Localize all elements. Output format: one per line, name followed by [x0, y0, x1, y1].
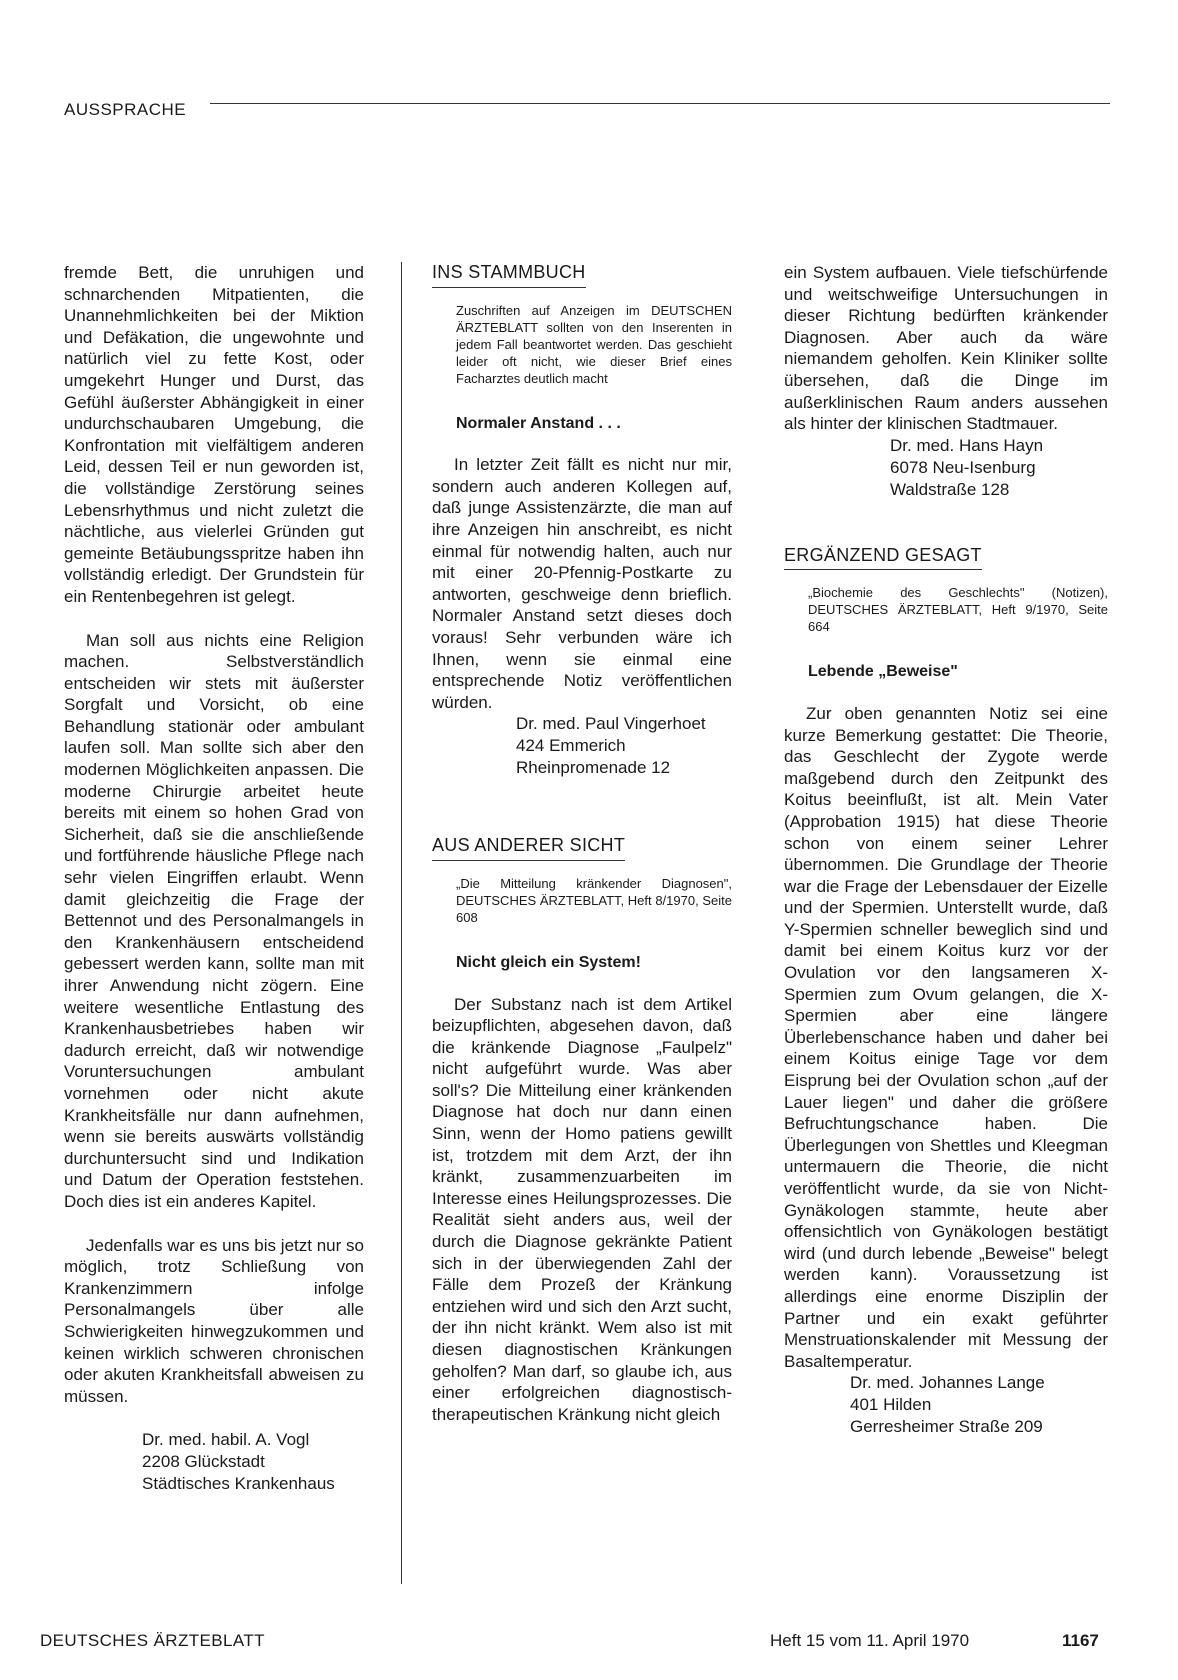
signature-hayn	[784, 435, 1108, 501]
letter-subhead: Lebende „Beweise"	[808, 663, 958, 681]
signature-lange	[784, 1372, 1108, 1438]
paragraph: Zur oben genannten Notiz sei eine kurze Bemerkung gestattet: Die Theorie, das Geschlecht der Zygote werde maßgebend durch den Zeitpunkt des Koitus beeinflußt, ist alt. Mein Vater (Approbation 1915) hat diese Theorie schon von einem seiner Lehrer übernommen. Die Grundlage der Theorie war die Frage der Lebensdauer der Eizelle und der Spermien. Unterstellt wurde, daß Y-Spermien schneller beweglich sind und damit bei einem Koitus kurz vor der Ovulation vor den langsameren X-Spermien zum Ovum gelangen, die X-Spermien aber eine längere Überlebenschance haben und daher bei einem Koitus einige Tage vor dem Eisprung bei der Ovulation schon „auf der Lauer liegen" und daher die größere Befruchtungschance haben. Die Überlegungen von Shettles und Kleegman untermauern die Theorie, die nicht veröffentlicht wurde, da sie von Nicht-Gynäkologen stammte, heute aber offensichtlich von Gynäkologen bestätigt wird (und durch lebende „Beweise" belegt werden kann). Voraussetzung ist allerdings eine enorme Disziplin der Partner und ein exakt geführter Menstruationskalender mit Messung der Basaltemperatur.	[784, 703, 1108, 1371]
paragraph: ein System aufbauen. Viele tiefschürfende und weitschweifige Untersuchungen in dieser Richtung bedürften kränkender Diagnosen. Aber auch da wäre niemandem geholfen. Kein Kliniker sollte übersehen, daß die Dinge im außerklinischen Raum anders aussehen als hinter der klinischen Stadtmauer.	[784, 263, 1108, 434]
signature-line: Dr. med. habil. A. Vogl	[142, 1430, 310, 1450]
signature-line: 424 Emmerich	[516, 736, 626, 756]
signature-line: Städtisches Krankenhaus	[142, 1474, 335, 1494]
signature-line: Dr. med. Johannes Lange	[850, 1373, 1045, 1393]
header-rule	[210, 103, 1110, 104]
running-head: AUSSPRACHE	[64, 100, 187, 119]
page-number: 1167	[1062, 1631, 1099, 1650]
column-1	[64, 262, 364, 1495]
paragraph: Der Substanz nach ist dem Artikel beizupflichten, abgesehen davon, daß die kränkende Diagnose „Faulpelz" nicht aufgeführt wurde. Was aber soll's? Die Mitteilung einer kränkenden Diagnose hat doch nur dann einen Sinn, wenn der Homo patiens gewillt ist, trotzdem mit dem Arzt, der ihn kränkt, zusammenzuarbeiten im Interesse eines Heilungsprozesses. Die Realität sieht anders aus, weil der durch die Diagnose gekränkte Patient sich in der überwiegenden Zahl der Fälle dem Prozeß der Kränkung entziehen wird und sich den Arzt sucht, der ihn nicht kränkt. Wem also ist mit diesen diagnostischen Kränkungen geholfen? Man darf, so glaube ich, aus einer erfolgreichen diagnostisch-therapeutischen Kränkung nicht gleich	[432, 994, 732, 1424]
paragraph: Jedenfalls war es uns bis jetzt nur so möglich, trotz Schließung von Krankenzimmern infolge Personalmangels über alle Schwierigkeiten hinwegzukommen und keinen wirklich schweren chronischen oder akuten Krankheitsfall abweisen zu müssen.	[64, 1235, 364, 1406]
section-intro: „Die Mitteilung kränkender Diagnosen", DEUTSCHES ÄRZTEBLATT, Heft 8/1970, Seite 608	[456, 875, 732, 925]
column-2	[432, 262, 732, 1425]
column-3	[784, 262, 1108, 1438]
signature-line: 6078 Neu-Isenburg	[890, 457, 1036, 477]
signature-line: 401 Hilden	[850, 1395, 932, 1415]
signature-vingerhoet	[432, 713, 732, 779]
paragraph: Man soll aus nichts eine Religion machen. Selbstverständlich entscheiden wir stets mit äußerster Sorgfalt und Vorsicht, ob eine Behandlung stationär oder ambulant laufen soll. Man sollte sich aber den modernen Möglichkeiten anpassen. Die moderne Chirurgie arbeitet heute bereits mit einem so hohen Grad von Sicherheit, daß sie die anschließende und fortführende häusliche Pflege nach sehr vielen Eingriffen erlaubt. Wenn damit gleichzeitig die Frage der Bettennot und des Personalmangels in den Krankenhäusern entscheidend gebessert werden kann, sollte man mit ihrer Anwendung nicht zögern. Eine weitere wesentliche Entlastung des Krankenhausbetriebes haben wir dadurch erreicht, daß wir notwendige Voruntersuchungen ambulant vornehmen oder nicht akute Krankheitsfälle nur dann aufnehmen, wenn sie bereits auswärts vollständig durchuntersucht sind und Indikation und Datum der Operation feststehen. Doch dies ist ein anderes Kapitel.	[64, 630, 364, 1211]
section-intro: Zuschriften auf Anzeigen im DEUTSCHEN ÄRZTEBLATT sollten von den Inserenten in jedem Fall beantwortet werden. Das geschieht leider oft nicht, wie dieser Brief eines Facharztes deutlich macht	[456, 302, 732, 386]
section-title-ergaenzend-gesagt: ERGÄNZEND GESAGT	[784, 545, 982, 571]
signature-line: Waldstraße 128	[890, 479, 1010, 499]
letter-subhead: Nicht gleich ein System!	[456, 953, 641, 971]
signature-line: Rheinpromenade 12	[516, 758, 671, 778]
signature-line: Dr. med. Hans Hayn	[890, 435, 1044, 455]
section-intro: „Biochemie des Geschlechts" (Notizen), DEUTSCHES ÄRZTEBLATT, Heft 9/1970, Seite 664	[808, 585, 1108, 635]
signature-line: Gerresheimer Straße 209	[850, 1417, 1043, 1437]
paragraph: In letzter Zeit fällt es nicht nur mir, sondern auch anderen Kollegen auf, daß junge Assistenzärzte, die man auf ihre Anzeigen hin anschreibt, es nicht einmal für notwendig halten, auch nur mit einer 20-Pfennig-Postkarte zu antworten, geschweige denn brieflich. Normaler Anstand setzt dieses doch voraus! Sehr verbunden wäre ich Ihnen, wenn sie einmal eine entsprechende Notiz veröffentlichen würden.	[432, 455, 732, 712]
letter-subhead: Normaler Anstand . . .	[456, 414, 621, 432]
section-title-aus-anderer-sicht: AUS ANDERER SICHT	[432, 835, 625, 861]
column-divider	[401, 262, 402, 1584]
signature-line: 2208 Glückstadt	[142, 1452, 265, 1472]
section-title-ins-stammbuch: INS STAMMBUCH	[432, 262, 586, 288]
paragraph: fremde Bett, die unruhigen und schnarchenden Mitpatienten, die Unannehmlichkeiten bei der Miktion und Defäkation, die ungewohnte und natürlich viel zu fette Kost, oder umgekehrt Hunger und Durst, das Gefühl äußerster Abhängigkeit in einer undurchschaubaren Umgebung, die Konfrontation mit vielfältigem anderen Leid, dessen Teil er nun geworden ist, die vollständige Zerstörung seines Lebensrhythmus und nicht zuletzt die nächtliche, aus vielerlei Gründen gut gemeinte Betäubungsspritze haben ihn vollständig erledigt. Der Grundstein für ein Rentenbegehren ist gelegt.	[64, 263, 364, 606]
footer-journal: DEUTSCHES ÄRZTEBLATT	[40, 1631, 265, 1650]
signature-vogl	[64, 1429, 364, 1495]
footer-issue: Heft 15 vom 11. April 1970	[770, 1631, 970, 1650]
signature-line: Dr. med. Paul Vingerhoet	[516, 714, 706, 734]
